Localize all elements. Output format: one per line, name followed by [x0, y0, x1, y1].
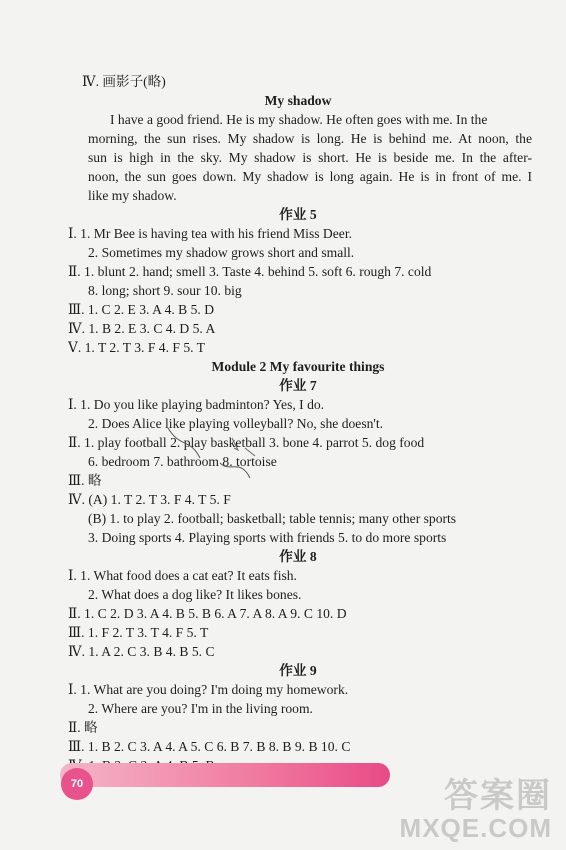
hw5-title: 作业 5	[279, 207, 317, 222]
passage-line-1: I have a good friend. He is my shadow. He often goes with me. In the	[110, 112, 488, 127]
section-iv-header: Ⅳ. 画影子(略)	[82, 74, 166, 89]
hw5-v: Ⅴ. 1. T 2. T 3. F 4. F 5. T	[68, 340, 205, 355]
watermark	[400, 768, 552, 844]
pencil-scribble	[160, 418, 270, 488]
hw5-i-1: Ⅰ. 1. Mr Bee is having tea with his friend Miss Deer.	[68, 226, 352, 241]
hw7-i-1: Ⅰ. 1. Do you like playing badminton? Yes, I do.	[68, 397, 325, 412]
hw8-iii: Ⅲ. 1. F 2. T 3. T 4. F 5. T	[68, 625, 209, 640]
hw9-title: 作业 9	[279, 663, 317, 678]
hw8-ii: Ⅱ. 1. C 2. D 3. A 4. B 5. B 6. A 7. A 8. A 9. C 10. D	[68, 606, 347, 621]
passage-title: My shadow	[264, 93, 332, 108]
hw8-i-1: Ⅰ. 1. What food does a cat eat? It eats fish.	[68, 568, 297, 583]
hw5-ii-2: 8. long; short 9. sour 10. big	[88, 283, 242, 298]
hw5-iv: Ⅳ. 1. B 2. E 3. C 4. D 5. A	[68, 321, 216, 336]
hw9-iii: Ⅲ. 1. B 2. C 3. A 4. A 5. C 6. B 7. B 8. B 9. B 10. C	[68, 739, 351, 754]
passage-line-5: like my shadow.	[88, 188, 177, 203]
passage-line-4: noon, the sun goes down. My shadow is long again. He is in front of me. I	[88, 169, 532, 184]
page-number-badge: 70	[61, 768, 93, 800]
footer-pink-bar	[60, 763, 390, 787]
hw8-i-2: 2. What does a dog like? It likes bones.	[88, 587, 302, 602]
passage-line-2: morning, the sun rises. My shadow is long. He is behind me. At noon, the	[88, 131, 532, 146]
hw8-iv: Ⅳ. 1. A 2. C 3. B 4. B 5. C	[68, 644, 215, 659]
hw7-title: 作业 7	[279, 378, 317, 393]
hw7-ii-1: Ⅱ. 1. play football 2. play basketball 3. bone 4. parrot 5. dog food	[68, 435, 425, 450]
hw5-ii-1: Ⅱ. 1. blunt 2. hand; smell 3. Taste 4. behind 5. soft 6. rough 7. cold	[68, 264, 432, 279]
hw7-iv-b-1: (B) 1. to play 2. football; basketball; table tennis; many other sports	[88, 511, 457, 526]
hw9-ii: Ⅱ. 略	[68, 720, 98, 735]
hw7-iv-b-2: 3. Doing sports 4. Playing sports with friends 5. to do more sports	[88, 530, 447, 545]
hw9-i-2: 2. Where are you? I'm in the living room.	[88, 701, 313, 716]
hw8-title: 作业 8	[279, 549, 317, 564]
hw7-ii-2: 6. bedroom 7. bathroom 8. tortoise	[88, 454, 277, 469]
hw7-iv-a: Ⅳ. (A) 1. T 2. T 3. F 4. T 5. F	[68, 492, 231, 507]
watermark-logo: 答案圈	[444, 777, 552, 815]
module-title: Module 2 My favourite things	[211, 359, 385, 374]
hw5-iii: Ⅲ. 1. C 2. E 3. A 4. B 5. D	[68, 302, 215, 317]
hw5-i-2: 2. Sometimes my shadow grows short and small.	[88, 245, 355, 260]
passage-line-3: sun is high in the sky. My shadow is short. He is beside me. In the after-	[88, 150, 532, 165]
watermark-site: MXQE.COM	[399, 813, 552, 843]
hw9-i-1: Ⅰ. 1. What are you doing? I'm doing my homework.	[68, 682, 349, 697]
hw7-iii: Ⅲ. 略	[68, 473, 102, 488]
hw7-i-2: 2. Does Alice like playing volleyball? No, she doesn't.	[88, 416, 384, 431]
